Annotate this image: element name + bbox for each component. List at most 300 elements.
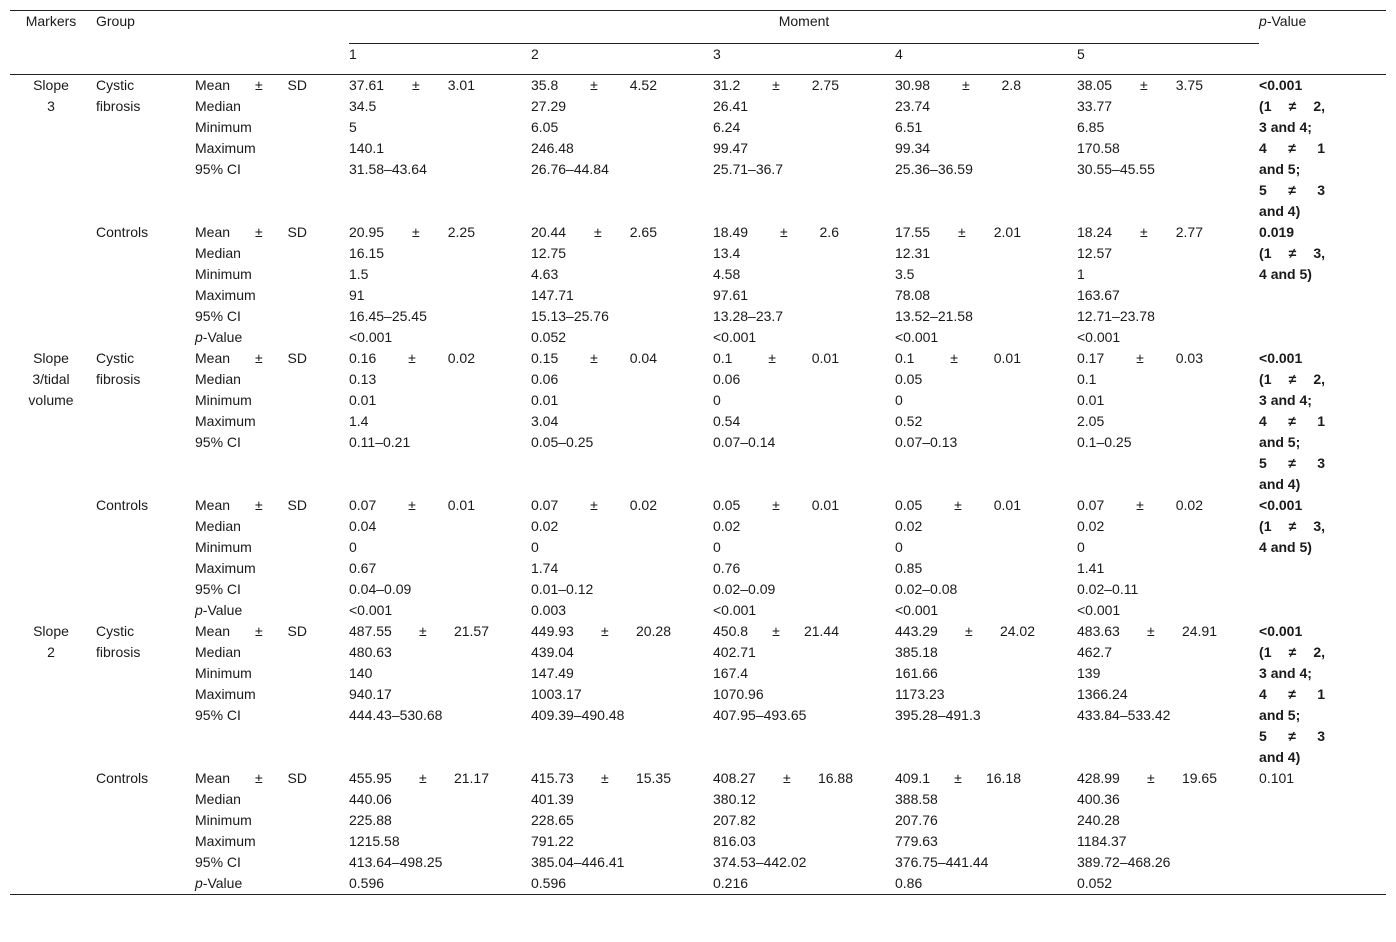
cell-value: 1.41 bbox=[1077, 560, 1105, 576]
cell-value bbox=[713, 222, 895, 243]
table-row bbox=[10, 159, 1386, 180]
stat-label: Maximum bbox=[195, 287, 256, 303]
stat-label-p-value: p-Value bbox=[195, 602, 243, 618]
table-row bbox=[10, 537, 1386, 558]
cell-value: 3.04 bbox=[531, 413, 559, 429]
cell-value: 1173.23 bbox=[895, 686, 945, 702]
stat-label: Maximum bbox=[195, 140, 256, 156]
cell-value: 246.48 bbox=[531, 140, 574, 156]
mean-sd-value: 0.05 ± 0.01 bbox=[895, 497, 1021, 513]
mean-sd-value: 35.8 ± 4.52 bbox=[531, 77, 657, 93]
cell-value: 0.76 bbox=[713, 560, 741, 576]
cell-value: 228.65 bbox=[531, 812, 574, 828]
cell-value: 439.04 bbox=[531, 644, 574, 660]
mean-sd-value: 449.93 ± 20.28 bbox=[531, 623, 671, 639]
cell-value: 0 bbox=[349, 539, 357, 555]
stat-label: 95% CI bbox=[195, 434, 241, 450]
mean-sd-value: 20.44 ± 2.65 bbox=[531, 224, 657, 240]
table-row bbox=[10, 579, 1386, 600]
mean-sd-value: 0.05 ± 0.01 bbox=[713, 497, 839, 513]
cell-value: 6.51 bbox=[895, 119, 923, 135]
moment-p-value: <0.001 bbox=[349, 602, 393, 618]
cell-value: 16.45–25.45 bbox=[349, 308, 427, 324]
table-row bbox=[10, 726, 1386, 747]
cell-value: 25.71–36.7 bbox=[713, 161, 784, 177]
mean-sd-value: 17.55 ± 2.01 bbox=[895, 224, 1021, 240]
mean-sd-value: 0.1 ± 0.01 bbox=[713, 350, 839, 366]
cell-value: 16.15 bbox=[349, 245, 385, 261]
table-row bbox=[10, 747, 1386, 768]
cell-value: 0.02 bbox=[1077, 518, 1105, 534]
cell-value: 0.54 bbox=[713, 413, 741, 429]
moment-p-value: <0.001 bbox=[895, 329, 939, 345]
stat-label: Minimum bbox=[195, 266, 252, 282]
cell-value bbox=[713, 474, 895, 495]
cell-value bbox=[1077, 474, 1259, 495]
stat-label bbox=[193, 453, 349, 474]
table-row bbox=[10, 516, 1386, 537]
moment-p-value: <0.001 bbox=[713, 602, 757, 618]
group-p-value: <0.001 (1 ≠ 2, 3 and 4; 4 ≠ 1 and 5; 5 ≠ 3 and 4) bbox=[1259, 350, 1326, 492]
header-group: Group bbox=[96, 13, 135, 29]
stat-label-mean-sd: Mean ± SD bbox=[195, 77, 307, 93]
cell-value bbox=[895, 75, 1077, 97]
cell-value: 0.02 bbox=[895, 518, 923, 534]
header-moment-5: 5 bbox=[1077, 44, 1259, 75]
cell-value: 0.02–0.09 bbox=[713, 581, 776, 597]
table-row-p-value bbox=[10, 600, 1386, 621]
mean-sd-value: 20.95 ± 2.25 bbox=[349, 224, 475, 240]
cell-value: 4.63 bbox=[531, 266, 559, 282]
cell-value bbox=[1077, 621, 1259, 642]
cell-value: 147.71 bbox=[531, 287, 574, 303]
cell-value: 0.05 bbox=[895, 371, 923, 387]
cell-value: 161.66 bbox=[895, 665, 938, 681]
stat-label bbox=[193, 222, 349, 243]
group-name: Controls bbox=[96, 770, 149, 786]
cell-value: 26.41 bbox=[713, 98, 749, 114]
group-name: Controls bbox=[96, 497, 149, 513]
cell-value: 0.1–0.25 bbox=[1077, 434, 1132, 450]
table-row bbox=[10, 684, 1386, 705]
cell-value: 0 bbox=[1077, 539, 1085, 555]
mean-sd-value: 0.07 ± 0.01 bbox=[349, 497, 475, 513]
stat-label: 95% CI bbox=[195, 581, 241, 597]
header-moment-2: 2 bbox=[531, 44, 713, 75]
table-row-p-value bbox=[10, 327, 1386, 348]
mean-sd-value: 409.1 ± 16.18 bbox=[895, 770, 1021, 786]
mean-sd-value: 443.29 ± 24.02 bbox=[895, 623, 1035, 639]
cell-value bbox=[713, 495, 895, 516]
cell-value: 791.22 bbox=[531, 833, 574, 849]
cell-value bbox=[531, 495, 713, 516]
cell-value bbox=[531, 222, 713, 243]
stat-label bbox=[193, 747, 349, 768]
cell-value: 207.76 bbox=[895, 812, 938, 828]
stat-label bbox=[193, 495, 349, 516]
cell-value bbox=[531, 474, 713, 495]
stat-label bbox=[193, 348, 349, 369]
cell-value bbox=[713, 621, 895, 642]
moment-p-value: 0.596 bbox=[531, 873, 713, 895]
cell-value bbox=[531, 201, 713, 222]
moment-p-value: 0.596 bbox=[349, 873, 531, 895]
stat-label: Maximum bbox=[195, 833, 256, 849]
table-row bbox=[10, 264, 1386, 285]
header-moment-4: 4 bbox=[895, 44, 1077, 75]
cell-value bbox=[349, 453, 531, 474]
table-row bbox=[10, 558, 1386, 579]
cell-value: 1.4 bbox=[349, 413, 369, 429]
cell-value: 0.13 bbox=[349, 371, 377, 387]
moment-p-value: <0.001 bbox=[713, 329, 757, 345]
cell-value bbox=[349, 474, 531, 495]
cell-value: 99.34 bbox=[895, 140, 931, 156]
stat-label-mean-sd: Mean ± SD bbox=[195, 623, 307, 639]
cell-value: 413.64–498.25 bbox=[349, 854, 443, 870]
cell-value: 374.53–442.02 bbox=[713, 854, 807, 870]
cell-value: 12.71–23.78 bbox=[1077, 308, 1155, 324]
cell-value bbox=[349, 621, 531, 642]
cell-value: 13.4 bbox=[713, 245, 741, 261]
cell-value: 385.18 bbox=[895, 644, 938, 660]
moment-p-value: 0.003 bbox=[531, 602, 567, 618]
cell-value bbox=[349, 180, 531, 201]
stat-label bbox=[193, 474, 349, 495]
mean-sd-value: 487.55 ± 21.57 bbox=[349, 623, 489, 639]
cell-value: 0.02 bbox=[713, 518, 741, 534]
cell-value bbox=[713, 201, 895, 222]
cell-value: 0.1 bbox=[1077, 371, 1097, 387]
cell-value: 0.01 bbox=[349, 392, 377, 408]
mean-sd-value: 18.49 ± 2.6 bbox=[713, 224, 839, 240]
stat-label bbox=[193, 621, 349, 642]
cell-value bbox=[713, 453, 895, 474]
cell-value bbox=[895, 495, 1077, 516]
cell-value: 0 bbox=[713, 392, 721, 408]
cell-value: 0.02–0.11 bbox=[1077, 581, 1139, 597]
cell-value bbox=[1077, 747, 1259, 768]
cell-value: 409.39–490.48 bbox=[531, 707, 625, 723]
cell-value bbox=[531, 180, 713, 201]
stat-label bbox=[193, 180, 349, 201]
cell-value: 433.84–533.42 bbox=[1077, 707, 1171, 723]
cell-value: 99.47 bbox=[713, 140, 749, 156]
cell-value: 407.95–493.65 bbox=[713, 707, 807, 723]
table-row bbox=[10, 75, 1386, 97]
stat-label: 95% CI bbox=[195, 854, 241, 870]
cell-value: 1366.24 bbox=[1077, 686, 1128, 702]
cell-value: 0 bbox=[895, 539, 903, 555]
cell-value: 13.52–21.58 bbox=[895, 308, 973, 324]
cell-value bbox=[895, 453, 1077, 474]
table-row bbox=[10, 180, 1386, 201]
cell-value bbox=[531, 621, 713, 642]
cell-value: 400.36 bbox=[1077, 791, 1120, 807]
cell-value: 0 bbox=[531, 539, 539, 555]
cell-value bbox=[531, 348, 713, 369]
cell-value: 6.05 bbox=[531, 119, 559, 135]
cell-value bbox=[1077, 222, 1259, 243]
table-row bbox=[10, 621, 1386, 642]
mean-sd-value: 31.2 ± 2.75 bbox=[713, 77, 839, 93]
cell-value bbox=[895, 474, 1077, 495]
cell-value: 1070.96 bbox=[713, 686, 764, 702]
cell-value: 402.71 bbox=[713, 644, 756, 660]
stat-label: Maximum bbox=[195, 686, 256, 702]
cell-value: 97.61 bbox=[713, 287, 749, 303]
cell-value bbox=[531, 453, 713, 474]
table-row bbox=[10, 222, 1386, 243]
table-row bbox=[10, 243, 1386, 264]
cell-value: 30.55–45.55 bbox=[1077, 161, 1155, 177]
cell-value: 6.24 bbox=[713, 119, 741, 135]
group-name: Controls bbox=[96, 224, 149, 240]
mean-sd-value: 30.98 ± 2.8 bbox=[895, 77, 1021, 93]
cell-value: 1.5 bbox=[349, 266, 369, 282]
table-row bbox=[10, 390, 1386, 411]
cell-value bbox=[895, 348, 1077, 369]
cell-value: 140.1 bbox=[349, 140, 385, 156]
cell-value: 23.74 bbox=[895, 98, 931, 114]
moment-p-value: 0.216 bbox=[713, 873, 895, 895]
table-row bbox=[10, 432, 1386, 453]
table-row bbox=[10, 411, 1386, 432]
cell-value bbox=[349, 495, 531, 516]
header-moment-3: 3 bbox=[713, 44, 895, 75]
cell-value: 12.75 bbox=[531, 245, 567, 261]
cell-value: 0.85 bbox=[895, 560, 923, 576]
stat-label bbox=[193, 768, 349, 789]
stat-label: Median bbox=[195, 98, 241, 114]
cell-value: 0.01 bbox=[531, 392, 559, 408]
cell-value: 170.58 bbox=[1077, 140, 1120, 156]
cell-value: 0.04–0.09 bbox=[349, 581, 412, 597]
mean-sd-value: 0.15 ± 0.04 bbox=[531, 350, 657, 366]
cell-value bbox=[895, 621, 1077, 642]
cell-value: 388.58 bbox=[895, 791, 938, 807]
stat-label: 95% CI bbox=[195, 707, 241, 723]
moment-p-value: <0.001 bbox=[895, 602, 939, 618]
cell-value: 78.08 bbox=[895, 287, 931, 303]
marker-name: Slope 2 bbox=[10, 621, 92, 895]
table-row bbox=[10, 789, 1386, 810]
stat-label-mean-sd: Mean ± SD bbox=[195, 224, 307, 240]
cell-value bbox=[531, 75, 713, 97]
marker-name: Slope 3 bbox=[33, 77, 69, 114]
stat-label-mean-sd: Mean ± SD bbox=[195, 770, 307, 786]
group-p-value: <0.001 (1 ≠ 2, 3 and 4; 4 ≠ 1 and 5; 5 ≠ 3 and 4) bbox=[1259, 623, 1326, 765]
table-row bbox=[10, 642, 1386, 663]
group-p-value: 0.101 bbox=[1259, 770, 1295, 786]
moment-p-value: 0.052 bbox=[1077, 873, 1259, 895]
stat-label-mean-sd: Mean ± SD bbox=[195, 350, 307, 366]
cell-value: 0.07–0.14 bbox=[713, 434, 776, 450]
cell-value: 26.76–44.84 bbox=[531, 161, 609, 177]
table-row bbox=[10, 117, 1386, 138]
cell-value bbox=[349, 768, 531, 789]
cell-value: 385.04–446.41 bbox=[531, 854, 625, 870]
cell-value bbox=[895, 222, 1077, 243]
mean-sd-value: 483.63 ± 24.91 bbox=[1077, 623, 1217, 639]
cell-value: 25.36–36.59 bbox=[895, 161, 973, 177]
stat-label bbox=[193, 75, 349, 97]
cell-value: 0.01–0.12 bbox=[531, 581, 594, 597]
mean-sd-value: 455.95 ± 21.17 bbox=[349, 770, 489, 786]
cell-value: 0.05–0.25 bbox=[531, 434, 594, 450]
stat-label: Median bbox=[195, 518, 241, 534]
mean-sd-value: 450.8 ± 21.44 bbox=[713, 623, 839, 639]
mean-sd-value: 0.07 ± 0.02 bbox=[1077, 497, 1203, 513]
results-table bbox=[10, 10, 1386, 895]
moment-p-value: <0.001 bbox=[1077, 329, 1121, 345]
mean-sd-value: 408.27 ± 16.88 bbox=[713, 770, 853, 786]
cell-value: 440.06 bbox=[349, 791, 392, 807]
stat-label: Median bbox=[195, 791, 241, 807]
cell-value: 34.5 bbox=[349, 98, 377, 114]
cell-value: 0.07–0.13 bbox=[895, 434, 958, 450]
cell-value: 0.04 bbox=[349, 518, 377, 534]
stat-label: Median bbox=[195, 245, 241, 261]
cell-value: 1.74 bbox=[531, 560, 559, 576]
table-row bbox=[10, 831, 1386, 852]
cell-value bbox=[349, 726, 531, 747]
cell-value bbox=[1077, 726, 1259, 747]
cell-value bbox=[713, 348, 895, 369]
cell-value bbox=[895, 768, 1077, 789]
group-p-value: <0.001 (1 ≠ 3, 4 and 5) bbox=[1259, 497, 1326, 555]
cell-value bbox=[895, 747, 1077, 768]
cell-value: 389.72–468.26 bbox=[1077, 854, 1171, 870]
table-row bbox=[10, 285, 1386, 306]
moment-p-value: 0.86 bbox=[895, 873, 1077, 895]
mean-sd-value: 0.16 ± 0.02 bbox=[349, 350, 475, 366]
cell-value bbox=[349, 222, 531, 243]
group-name: Cystic fibrosis bbox=[96, 623, 141, 660]
cell-value: 0.02–0.08 bbox=[895, 581, 958, 597]
stat-label: Minimum bbox=[195, 665, 252, 681]
cell-value bbox=[531, 726, 713, 747]
table-row bbox=[10, 852, 1386, 873]
header-moment: Moment bbox=[349, 11, 1259, 45]
cell-value bbox=[895, 180, 1077, 201]
cell-value: 225.88 bbox=[349, 812, 392, 828]
stat-label: Median bbox=[195, 644, 241, 660]
cell-value: 163.67 bbox=[1077, 287, 1120, 303]
cell-value: 395.28–491.3 bbox=[895, 707, 981, 723]
cell-value: 940.17 bbox=[349, 686, 392, 702]
cell-value: 0.02 bbox=[531, 518, 559, 534]
group-name: Cystic fibrosis bbox=[96, 77, 141, 114]
group-name: Cystic fibrosis bbox=[96, 350, 141, 387]
cell-value: 0.06 bbox=[713, 371, 741, 387]
stat-label-p-value: p-Value bbox=[195, 329, 243, 345]
cell-value: 0 bbox=[713, 539, 721, 555]
stat-label-mean-sd: Mean ± SD bbox=[195, 497, 307, 513]
table-row bbox=[10, 768, 1386, 789]
marker-name: Slope 3/tidal volume bbox=[28, 350, 74, 408]
cell-value: 147.49 bbox=[531, 665, 574, 681]
header-markers: Markers bbox=[25, 13, 77, 29]
mean-sd-value: 38.05 ± 3.75 bbox=[1077, 77, 1203, 93]
cell-value bbox=[1077, 201, 1259, 222]
cell-value: 15.13–25.76 bbox=[531, 308, 609, 324]
cell-value: 4.58 bbox=[713, 266, 741, 282]
table-row-p-value bbox=[10, 873, 1386, 895]
cell-value: 1003.17 bbox=[531, 686, 582, 702]
cell-value: 12.57 bbox=[1077, 245, 1113, 261]
table-row bbox=[10, 369, 1386, 390]
cell-value: 480.63 bbox=[349, 644, 392, 660]
cell-value bbox=[531, 747, 713, 768]
stat-label: Minimum bbox=[195, 392, 252, 408]
cell-value: 207.82 bbox=[713, 812, 756, 828]
cell-value: 0 bbox=[895, 392, 903, 408]
table-row bbox=[10, 306, 1386, 327]
stat-label: 95% CI bbox=[195, 161, 241, 177]
group-p-value: <0.001 (1 ≠ 2, 3 and 4; 4 ≠ 1 and 5; 5 ≠ 3 and 4) bbox=[1259, 77, 1326, 219]
cell-value bbox=[1077, 495, 1259, 516]
cell-value: 140 bbox=[349, 665, 373, 681]
cell-value bbox=[349, 348, 531, 369]
cell-value: 27.29 bbox=[531, 98, 567, 114]
cell-value: 13.28–23.7 bbox=[713, 308, 784, 324]
mean-sd-value: 428.99 ± 19.65 bbox=[1077, 770, 1217, 786]
cell-value bbox=[349, 747, 531, 768]
cell-value: 31.58–43.64 bbox=[349, 161, 427, 177]
cell-value bbox=[713, 747, 895, 768]
mean-sd-value: 0.07 ± 0.02 bbox=[531, 497, 657, 513]
table-row bbox=[10, 495, 1386, 516]
cell-value: 167.4 bbox=[713, 665, 749, 681]
moment-p-value: <0.001 bbox=[349, 329, 393, 345]
mean-sd-value: 0.1 ± 0.01 bbox=[895, 350, 1021, 366]
cell-value: 240.28 bbox=[1077, 812, 1120, 828]
cell-value bbox=[531, 768, 713, 789]
cell-value: 779.63 bbox=[895, 833, 938, 849]
table-row bbox=[10, 453, 1386, 474]
table-row bbox=[10, 96, 1386, 117]
cell-value: 0.01 bbox=[1077, 392, 1105, 408]
cell-value: 33.77 bbox=[1077, 98, 1113, 114]
cell-value: 462.7 bbox=[1077, 644, 1113, 660]
header-p-value: p-Value bbox=[1259, 13, 1307, 29]
cell-value: 380.12 bbox=[713, 791, 756, 807]
table-row bbox=[10, 663, 1386, 684]
stat-label: Minimum bbox=[195, 812, 252, 828]
table-row bbox=[10, 348, 1386, 369]
stat-label bbox=[193, 201, 349, 222]
stat-label: Median bbox=[195, 371, 241, 387]
moment-p-value: 0.052 bbox=[531, 329, 567, 345]
cell-value: 1184.37 bbox=[1077, 833, 1127, 849]
cell-value: 12.31 bbox=[895, 245, 931, 261]
cell-value: 1 bbox=[1077, 266, 1085, 282]
cell-value bbox=[895, 201, 1077, 222]
cell-value bbox=[349, 201, 531, 222]
cell-value bbox=[713, 726, 895, 747]
cell-value: 0.52 bbox=[895, 413, 923, 429]
stat-label-p-value: p-Value bbox=[193, 873, 349, 895]
cell-value bbox=[1077, 180, 1259, 201]
stat-label: Maximum bbox=[195, 413, 256, 429]
cell-value: 0.67 bbox=[349, 560, 377, 576]
cell-value: 444.43–530.68 bbox=[349, 707, 443, 723]
cell-value: 6.85 bbox=[1077, 119, 1105, 135]
cell-value: 376.75–441.44 bbox=[895, 854, 989, 870]
table-row bbox=[10, 705, 1386, 726]
table-row bbox=[10, 138, 1386, 159]
